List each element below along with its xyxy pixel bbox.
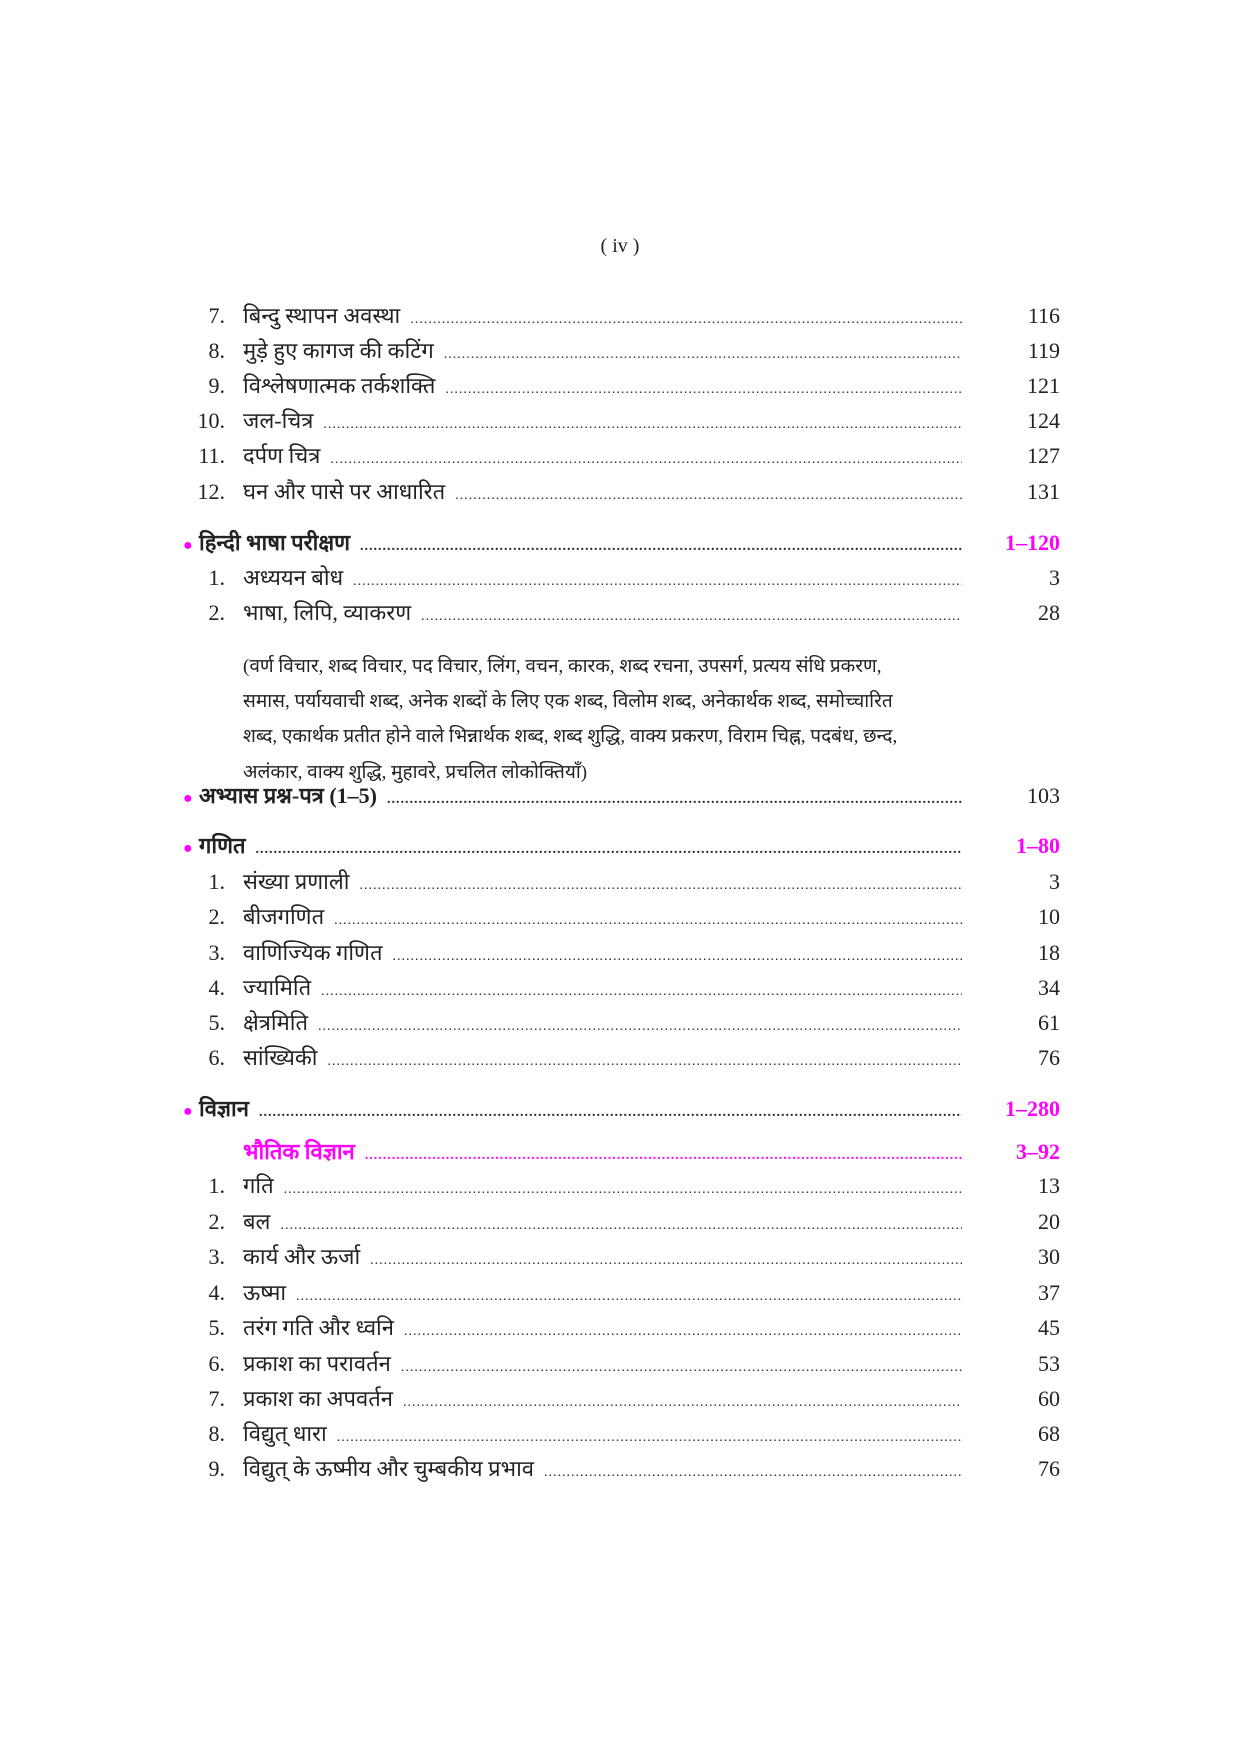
page-ref: 28 bbox=[1038, 600, 1060, 625]
entry-number: 5. bbox=[208, 1010, 225, 1035]
dot-leader bbox=[330, 444, 962, 476]
toc-entry[interactable] bbox=[180, 300, 1060, 332]
entry-title: गणित bbox=[199, 833, 246, 858]
dot-leader bbox=[256, 834, 962, 866]
entry-number: 4. bbox=[208, 975, 225, 1000]
entry-title: वाणिज्यिक गणित bbox=[243, 940, 383, 965]
entry-number: 9. bbox=[208, 373, 225, 398]
toc-entry[interactable] bbox=[180, 1206, 1060, 1238]
toc-entry[interactable] bbox=[180, 1312, 1060, 1344]
dot-leader bbox=[323, 409, 962, 441]
toc-subsection[interactable] bbox=[180, 1136, 1060, 1168]
toc-entry[interactable] bbox=[180, 405, 1060, 437]
page-ref: 18 bbox=[1038, 940, 1060, 965]
dot-leader bbox=[259, 1097, 962, 1129]
page-ref: 116 bbox=[1027, 303, 1060, 328]
bullet-icon: ● bbox=[183, 840, 193, 857]
dot-leader bbox=[280, 1210, 962, 1242]
entry-title: संख्या प्रणाली bbox=[243, 869, 350, 894]
toc-entry[interactable] bbox=[180, 1418, 1060, 1450]
entry-number: 11. bbox=[198, 443, 225, 468]
entry-number: 8. bbox=[208, 1421, 225, 1446]
entry-title: विद्युत् धारा bbox=[243, 1421, 327, 1446]
toc-entry[interactable] bbox=[180, 1453, 1060, 1485]
entry-number: 6. bbox=[208, 1351, 225, 1376]
entry-title: बीजगणित bbox=[243, 904, 325, 929]
dot-leader bbox=[445, 374, 962, 406]
dot-leader bbox=[410, 304, 962, 336]
toc-entry[interactable] bbox=[180, 972, 1060, 1004]
dot-leader bbox=[321, 976, 962, 1008]
entry-number: 7. bbox=[208, 303, 225, 328]
dot-leader bbox=[328, 1046, 963, 1078]
dot-leader bbox=[401, 1352, 962, 1384]
entry-title: घन और पासे पर आधारित bbox=[243, 479, 446, 504]
toc-entry[interactable] bbox=[180, 937, 1060, 969]
page-ref: 3 bbox=[1049, 869, 1060, 894]
entry-number: 1. bbox=[208, 1173, 225, 1198]
toc-entry[interactable] bbox=[180, 476, 1060, 508]
toc-entry[interactable] bbox=[180, 562, 1060, 594]
entry-title: प्रकाश का अपवर्तन bbox=[243, 1386, 393, 1411]
entry-title: अभ्यास प्रश्न-पत्र (1–5) bbox=[199, 783, 377, 808]
entry-title: ऊष्मा bbox=[243, 1280, 287, 1305]
page-ref: 61 bbox=[1038, 1010, 1060, 1035]
page-ref: 20 bbox=[1038, 1209, 1060, 1234]
dot-leader bbox=[455, 480, 962, 512]
entry-number: 10. bbox=[197, 408, 225, 433]
page-ref: 37 bbox=[1038, 1280, 1060, 1305]
entry-title: जल-चित्र bbox=[243, 408, 314, 433]
page-ref: 103 bbox=[1027, 783, 1060, 808]
toc-entry[interactable] bbox=[180, 335, 1060, 367]
entry-title: मुड़े हुए कागज की कटिंग bbox=[243, 338, 434, 363]
entry-title: विज्ञान bbox=[199, 1096, 249, 1121]
entry-number: 9. bbox=[208, 1456, 225, 1481]
entry-number: 2. bbox=[208, 1209, 225, 1234]
dot-leader bbox=[337, 1422, 962, 1454]
toc-entry[interactable] bbox=[180, 1007, 1060, 1039]
toc-entry[interactable] bbox=[180, 1170, 1060, 1202]
page-ref: 60 bbox=[1038, 1386, 1060, 1411]
page-number: ( iv ) bbox=[600, 235, 640, 257]
entry-number: 1. bbox=[208, 565, 225, 590]
page-ref: 1–280 bbox=[1005, 1096, 1060, 1121]
toc-entry[interactable] bbox=[180, 370, 1060, 402]
entry-title: हिन्दी भाषा परीक्षण bbox=[199, 530, 351, 555]
entry-title: ज्यामिति bbox=[243, 975, 312, 1000]
page-ref: 127 bbox=[1027, 443, 1060, 468]
entry-title: क्षेत्रमिति bbox=[243, 1010, 309, 1035]
dot-leader bbox=[353, 566, 962, 598]
page-ref: 13 bbox=[1038, 1173, 1060, 1198]
page-ref: 76 bbox=[1038, 1456, 1060, 1481]
toc-section-heading[interactable] bbox=[183, 527, 1060, 559]
page-ref: 34 bbox=[1038, 975, 1060, 1000]
toc-description-line: अलंकार, वाक्य शुद्धि, मुहावरे, प्रचलित लोकोक्तियाँ) bbox=[243, 762, 588, 783]
entry-title: तरंग गति और ध्वनि bbox=[243, 1315, 394, 1340]
toc-entry[interactable] bbox=[180, 597, 1060, 629]
page-ref: 124 bbox=[1027, 408, 1060, 433]
entry-title: दर्पण चित्र bbox=[243, 443, 321, 468]
entry-title: अध्ययन बोध bbox=[243, 565, 344, 590]
page-ref: 76 bbox=[1038, 1045, 1060, 1070]
page-ref: 30 bbox=[1038, 1244, 1060, 1269]
dot-leader bbox=[404, 1316, 962, 1348]
entry-title: विद्युत् के ऊष्मीय और चुम्बकीय प्रभाव bbox=[243, 1456, 535, 1481]
toc-description-line: शब्द, एकार्थक प्रतीत होने वाले भिन्नार्थक शब्द, शब्द शुद्धि, वाक्य प्रकरण, विराम चिह्न, पदबंध, छन्द, bbox=[243, 726, 898, 747]
page-ref: 45 bbox=[1038, 1315, 1060, 1340]
entry-number: 12. bbox=[197, 479, 225, 504]
page-ref: 121 bbox=[1027, 373, 1060, 398]
page-ref: 10 bbox=[1038, 904, 1060, 929]
toc-section-heading[interactable] bbox=[183, 830, 1060, 862]
entry-title: प्रकाश का परावर्तन bbox=[243, 1351, 391, 1376]
entry-title: कार्य और ऊर्जा bbox=[243, 1244, 361, 1269]
dot-leader bbox=[318, 1011, 962, 1043]
page-ref: 119 bbox=[1027, 338, 1060, 363]
dot-leader bbox=[544, 1457, 962, 1489]
bullet-icon: ● bbox=[183, 790, 193, 807]
dot-leader bbox=[387, 784, 962, 816]
dot-leader bbox=[421, 601, 962, 633]
toc-section-heading[interactable] bbox=[183, 1093, 1060, 1125]
entry-number: 8. bbox=[208, 338, 225, 363]
dot-leader bbox=[284, 1174, 962, 1206]
toc-entry[interactable] bbox=[180, 1348, 1060, 1380]
page-ref: 68 bbox=[1038, 1421, 1060, 1446]
page-ref: 131 bbox=[1027, 479, 1060, 504]
entry-title: विश्लेषणात्मक तर्कशक्ति bbox=[243, 373, 436, 398]
page-ref: 1–80 bbox=[1016, 833, 1060, 858]
entry-number: 2. bbox=[208, 600, 225, 625]
toc-entry[interactable] bbox=[180, 1277, 1060, 1309]
toc-description-line: समास, पर्यायवाची शब्द, अनेक शब्दों के लिए एक शब्द, विलोम शब्द, अनेकार्थक शब्द, समोच्चारित bbox=[243, 691, 893, 712]
dot-leader bbox=[444, 339, 962, 371]
dot-leader bbox=[360, 531, 962, 563]
dot-leader bbox=[403, 1387, 962, 1419]
toc-entry[interactable] bbox=[180, 440, 1060, 472]
dot-leader bbox=[393, 941, 962, 973]
entry-number: 1. bbox=[208, 869, 225, 894]
toc-entry[interactable] bbox=[180, 1241, 1060, 1273]
dot-leader bbox=[365, 1140, 962, 1172]
entry-title: भौतिक विज्ञान bbox=[243, 1139, 355, 1164]
entry-number: 7. bbox=[208, 1386, 225, 1411]
entry-title: सांख्यिकी bbox=[243, 1045, 318, 1070]
page-ref: 3–92 bbox=[1016, 1139, 1060, 1164]
entry-title: भाषा, लिपि, व्याकरण bbox=[243, 600, 412, 625]
bullet-icon: ● bbox=[183, 1103, 193, 1120]
bullet-icon: ● bbox=[183, 537, 193, 554]
dot-leader bbox=[296, 1281, 962, 1313]
entry-number: 2. bbox=[208, 904, 225, 929]
entry-number: 4. bbox=[208, 1280, 225, 1305]
entry-title: बल bbox=[243, 1209, 271, 1234]
page-ref: 53 bbox=[1038, 1351, 1060, 1376]
entry-number: 5. bbox=[208, 1315, 225, 1340]
toc-section-heading[interactable] bbox=[183, 780, 1060, 812]
dot-leader bbox=[359, 870, 962, 902]
toc-entry[interactable] bbox=[180, 901, 1060, 933]
dot-leader bbox=[370, 1245, 962, 1277]
toc-entry[interactable] bbox=[180, 1042, 1060, 1074]
toc-description-line: (वर्ण विचार, शब्द विचार, पद विचार, लिंग, वचन, कारक, शब्द रचना, उपसर्ग, प्रत्यय संधि प्रकरण, bbox=[243, 656, 882, 677]
entry-title: बिन्दु स्थापन अवस्था bbox=[243, 303, 401, 328]
entry-number: 3. bbox=[208, 1244, 225, 1269]
dot-leader bbox=[334, 905, 962, 937]
page-ref: 3 bbox=[1049, 565, 1060, 590]
entry-title: गति bbox=[243, 1173, 274, 1198]
entry-number: 3. bbox=[208, 940, 225, 965]
page-ref: 1–120 bbox=[1005, 530, 1060, 555]
toc-entry[interactable] bbox=[180, 866, 1060, 898]
entry-number: 6. bbox=[208, 1045, 225, 1070]
toc-entry[interactable] bbox=[180, 1383, 1060, 1415]
